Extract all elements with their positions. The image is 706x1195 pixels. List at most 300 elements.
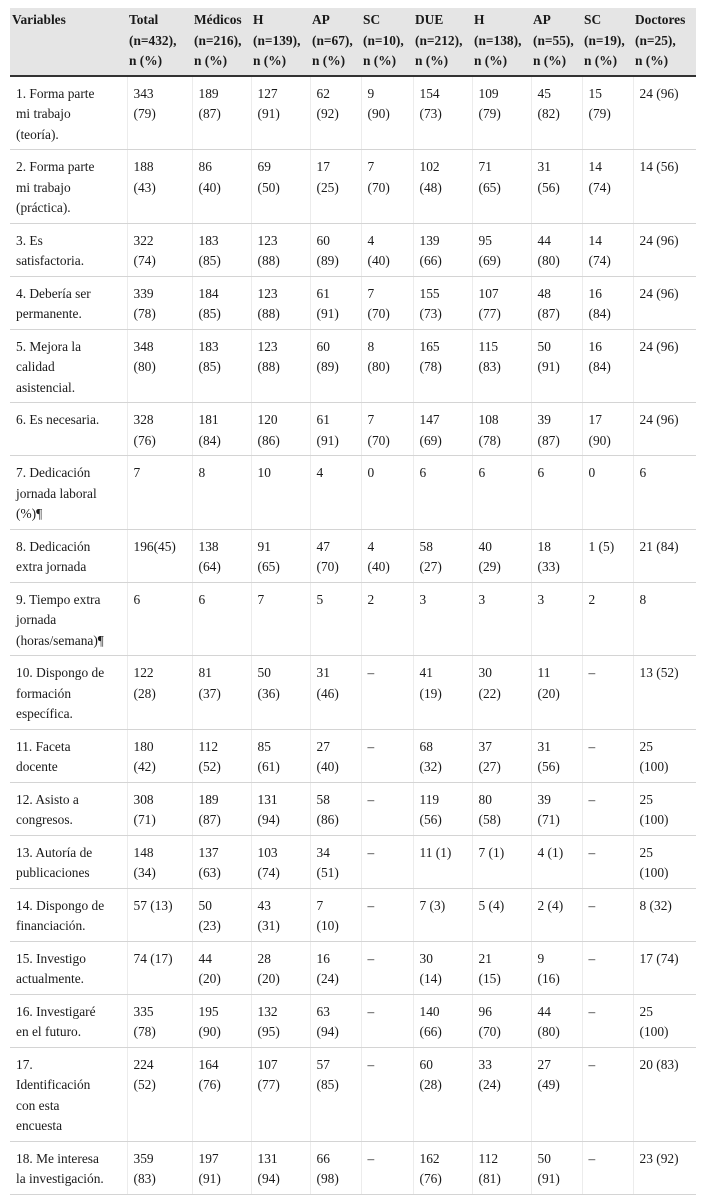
cell-line: (78) (133, 306, 156, 321)
value-cell (582, 782, 633, 835)
cell-line: (77) (257, 1077, 280, 1092)
value-cell (127, 403, 192, 456)
cell-line: 48 (537, 285, 551, 301)
value-cell (582, 729, 633, 782)
cell-line: 9 (537, 950, 545, 966)
value-cell (251, 656, 310, 730)
cell-line: la investigación. (16, 1171, 104, 1186)
cell-line: 15. Investigo (16, 950, 86, 966)
table-row (10, 1047, 696, 1141)
cell-line: 9 (367, 85, 375, 101)
cell-line: (56) (419, 812, 442, 827)
value-cell (582, 529, 633, 582)
value-cell (413, 994, 472, 1047)
cell-line: 11 (537, 665, 551, 680)
value-cell (310, 582, 361, 656)
cell-line: 23 (92) (639, 1150, 679, 1166)
cell-line: (91) (316, 432, 339, 448)
value-cell (310, 1047, 361, 1141)
cell-line: Médicos (194, 12, 242, 27)
value-cell (192, 888, 251, 941)
cell-line: 31 (316, 665, 330, 680)
cell-line: (56) (537, 759, 560, 774)
cell-line: 8 (367, 338, 375, 354)
cell-line: n (%) (253, 53, 287, 68)
cell-line: 5. Mejora la (16, 338, 82, 354)
cell-line: 50 (198, 897, 212, 913)
cell-line: n (%) (584, 53, 618, 68)
value-cell (251, 1047, 310, 1141)
value-cell (531, 1047, 582, 1141)
cell-line: 328 (133, 412, 154, 427)
value-cell (472, 1141, 531, 1194)
cell-line: 17 (316, 159, 330, 174)
cell-line: – (367, 1150, 375, 1166)
cell-line: 60 (316, 338, 330, 354)
cell-line: 74 (17) (133, 950, 173, 966)
cell-line: 27 (316, 738, 330, 754)
cell-line: (48) (419, 179, 442, 195)
cell-line: 6. Es necesaria. (16, 412, 100, 427)
cell-line: (73) (419, 106, 442, 121)
value-cell (633, 888, 696, 941)
cell-line: – (367, 950, 375, 966)
cell-line: permanente. (16, 306, 82, 321)
cell-line: 123 (257, 285, 278, 301)
cell-line: n (%) (474, 53, 508, 68)
cell-line: 24 (96) (639, 338, 679, 354)
cell-line: n (%) (533, 53, 567, 68)
column-header (413, 8, 472, 76)
cell-line: (82) (537, 106, 560, 121)
cell-line: (36) (257, 685, 280, 701)
cell-line: 63 (316, 1003, 330, 1019)
value-cell (310, 994, 361, 1047)
value-cell (127, 1047, 192, 1141)
value-cell (127, 941, 192, 994)
cell-line: (61) (257, 759, 280, 774)
value-cell (582, 76, 633, 150)
variable-cell (10, 1141, 127, 1194)
cell-line: 44 (537, 232, 551, 248)
value-cell (413, 941, 472, 994)
cell-line: (16) (537, 971, 560, 986)
table-row (10, 888, 696, 941)
value-cell (413, 782, 472, 835)
cell-line: (23) (198, 918, 221, 933)
cell-line: (66) (419, 253, 442, 268)
value-cell (582, 656, 633, 730)
cell-line: 7 (367, 412, 375, 427)
cell-line: (65) (478, 179, 501, 195)
value-cell (531, 888, 582, 941)
value-cell (633, 150, 696, 224)
value-cell (582, 456, 633, 530)
value-cell (361, 782, 413, 835)
cell-line: (33) (537, 559, 560, 574)
cell-line: 102 (419, 159, 440, 174)
cell-line: 189 (198, 791, 219, 807)
value-cell (531, 729, 582, 782)
cell-line: 6 (537, 465, 545, 480)
cell-line: (n=139), (253, 32, 301, 48)
value-cell (633, 276, 696, 329)
cell-line: 127 (257, 85, 278, 101)
value-cell (582, 994, 633, 1047)
cell-line: 137 (198, 844, 219, 860)
cell-line: 4 (367, 232, 375, 248)
value-cell (310, 729, 361, 782)
value-cell (413, 1141, 472, 1194)
cell-line: (27) (478, 759, 501, 774)
cell-line: (85) (198, 359, 221, 374)
cell-line: (100) (639, 759, 669, 774)
value-cell (361, 582, 413, 656)
cell-line: 85 (257, 738, 271, 754)
value-cell (127, 729, 192, 782)
cell-line: (65) (257, 559, 280, 574)
value-cell (361, 150, 413, 224)
value-cell (531, 835, 582, 888)
cell-line: (70) (367, 306, 390, 321)
cell-line: 8. Dedicación (16, 538, 91, 554)
value-cell (413, 656, 472, 730)
cell-line: 148 (133, 844, 154, 860)
cell-line: 60 (316, 232, 330, 248)
cell-line: (70) (316, 559, 339, 574)
cell-line: (10) (316, 918, 339, 933)
value-cell (413, 223, 472, 276)
cell-line: (28) (133, 685, 156, 701)
cell-line: (80) (537, 253, 560, 268)
cell-line: 2 (367, 591, 375, 607)
cell-line: 31 (537, 159, 551, 174)
value-cell (127, 276, 192, 329)
cell-line: SC (363, 12, 381, 27)
cell-line: (71) (537, 812, 560, 827)
cell-line: 91 (257, 538, 271, 554)
cell-line: (79) (133, 106, 156, 121)
table-body (10, 76, 696, 1195)
value-cell (192, 782, 251, 835)
cell-line: 180 (133, 738, 154, 754)
value-cell (127, 76, 192, 150)
value-cell (192, 403, 251, 456)
value-cell (310, 456, 361, 530)
cell-line: – (367, 791, 375, 807)
cell-line: 16. Investigaré (16, 1003, 96, 1019)
cell-line: 196(45) (133, 538, 176, 554)
cell-line: (teoría). (16, 126, 59, 142)
value-cell (192, 329, 251, 403)
table-row (10, 994, 696, 1047)
value-cell (633, 729, 696, 782)
value-cell (127, 1141, 192, 1194)
cell-line: – (367, 665, 375, 680)
value-cell (361, 223, 413, 276)
cell-line: 50 (537, 338, 551, 354)
cell-line: (84) (588, 306, 611, 321)
value-cell (251, 403, 310, 456)
value-cell (472, 941, 531, 994)
cell-line: 0 (588, 465, 596, 480)
value-cell (251, 941, 310, 994)
cell-line: – (367, 1056, 375, 1072)
cell-line: 39 (537, 412, 551, 427)
cell-line: 224 (133, 1056, 154, 1072)
variable-cell (10, 529, 127, 582)
cell-line: 3 (537, 591, 545, 607)
cell-line: (n=216), (194, 32, 242, 48)
cell-line: 58 (316, 791, 330, 807)
value-cell (531, 1141, 582, 1194)
cell-line: 184 (198, 285, 219, 301)
cell-line: – (367, 897, 375, 913)
cell-line: 120 (257, 412, 278, 427)
value-cell (472, 835, 531, 888)
table-row (10, 582, 696, 656)
cell-line: (69) (419, 432, 442, 448)
cell-line: 37 (478, 738, 492, 754)
value-cell (310, 1141, 361, 1194)
cell-line: (25) (316, 179, 339, 195)
value-cell (192, 582, 251, 656)
cell-line: – (588, 791, 596, 807)
cell-line: publicaciones (16, 865, 90, 880)
value-cell (531, 76, 582, 150)
cell-line: actualmente. (16, 971, 85, 986)
cell-line: (80) (367, 359, 390, 374)
cell-line: 21 (84) (639, 538, 679, 554)
cell-line: 66 (316, 1150, 330, 1166)
value-cell (361, 456, 413, 530)
value-cell (472, 150, 531, 224)
column-header (472, 8, 531, 76)
cell-line: (92) (316, 106, 339, 121)
value-cell (310, 782, 361, 835)
cell-line: 25 (639, 738, 653, 754)
cell-line: 4 (367, 538, 375, 554)
cell-line: n (%) (635, 53, 669, 68)
cell-line: jornada (16, 612, 57, 627)
cell-line: (n=19), (584, 32, 625, 48)
value-cell (192, 276, 251, 329)
value-cell (310, 888, 361, 941)
value-cell (531, 223, 582, 276)
cell-line: 165 (419, 338, 440, 354)
cell-line: (horas/semana)¶ (16, 632, 104, 648)
cell-line: 17 (74) (639, 950, 679, 966)
value-cell (361, 1047, 413, 1141)
cell-line: 343 (133, 85, 154, 101)
cell-line: docente (16, 759, 58, 774)
cell-line: 61 (316, 285, 330, 301)
cell-line: (66) (419, 1024, 442, 1039)
cell-line: – (588, 1150, 596, 1166)
cell-line: (40) (198, 179, 221, 195)
cell-line: financiación. (16, 918, 86, 933)
value-cell (413, 1047, 472, 1141)
value-cell (361, 329, 413, 403)
cell-line: (95) (257, 1024, 280, 1039)
value-cell (633, 329, 696, 403)
cell-line: (63) (198, 865, 221, 880)
value-cell (251, 223, 310, 276)
value-cell (310, 223, 361, 276)
value-cell (413, 529, 472, 582)
cell-line: 7 (1) (478, 844, 505, 860)
value-cell (251, 76, 310, 150)
cell-line: (89) (316, 253, 339, 268)
cell-line: (91) (537, 359, 560, 374)
cell-line: 131 (257, 791, 278, 807)
value-cell (361, 835, 413, 888)
cell-line: (49) (537, 1077, 560, 1092)
cell-line: asistencial. (16, 379, 76, 395)
cell-line: (94) (257, 1171, 280, 1186)
cell-line: 9. Tiempo extra (16, 591, 101, 607)
cell-line: 0 (367, 465, 375, 480)
cell-line: 16 (588, 338, 602, 354)
cell-line: 40 (478, 538, 492, 554)
value-cell (251, 1141, 310, 1194)
value-cell (251, 276, 310, 329)
cell-line: 80 (478, 791, 492, 807)
cell-line: 122 (133, 665, 154, 680)
cell-line: 30 (478, 665, 492, 680)
cell-line: (31) (257, 918, 280, 933)
value-cell (582, 1141, 633, 1194)
cell-line: 10 (257, 465, 271, 480)
value-cell (251, 329, 310, 403)
cell-line: (89) (316, 359, 339, 374)
cell-line: Total (129, 12, 159, 27)
results-table (10, 8, 696, 1195)
cell-line: 14 (588, 159, 602, 174)
cell-line: 189 (198, 85, 219, 101)
value-cell (361, 276, 413, 329)
table-row (10, 76, 696, 150)
cell-line: (%)¶ (16, 506, 43, 521)
cell-line: (91) (257, 106, 280, 121)
column-header (310, 8, 361, 76)
cell-line: 322 (133, 232, 154, 248)
cell-line: 58 (419, 538, 433, 554)
value-cell (472, 529, 531, 582)
value-cell (472, 329, 531, 403)
table-row (10, 656, 696, 730)
value-cell (413, 729, 472, 782)
cell-line: 95 (478, 232, 492, 248)
cell-line: (70) (367, 432, 390, 448)
table-row (10, 150, 696, 224)
value-cell (413, 76, 472, 150)
cell-line: 24 (96) (639, 232, 679, 248)
column-header (582, 8, 633, 76)
variable-cell (10, 994, 127, 1047)
cell-line: 57 (13) (133, 897, 173, 913)
value-cell (531, 994, 582, 1047)
cell-line: 68 (419, 738, 433, 754)
value-cell (192, 1141, 251, 1194)
variable-cell (10, 656, 127, 730)
value-cell (472, 888, 531, 941)
cell-line: encuesta (16, 1118, 63, 1133)
cell-line: 181 (198, 412, 219, 427)
cell-line: 7 (316, 897, 324, 913)
value-cell (192, 150, 251, 224)
cell-line: 123 (257, 338, 278, 354)
cell-line: (98) (316, 1171, 339, 1186)
column-header (531, 8, 582, 76)
cell-line: 155 (419, 285, 440, 301)
cell-line: H (474, 12, 485, 27)
cell-line: (56) (537, 179, 560, 195)
column-header (127, 8, 192, 76)
cell-line: (n=138), (474, 32, 522, 48)
value-cell (251, 835, 310, 888)
cell-line: (n=25), (635, 32, 676, 48)
cell-line: (37) (198, 685, 221, 701)
cell-line: 43 (257, 897, 271, 913)
value-cell (361, 729, 413, 782)
cell-line: (40) (367, 253, 390, 268)
cell-line: 119 (419, 791, 440, 807)
cell-line: 16 (588, 285, 602, 301)
value-cell (472, 76, 531, 150)
value-cell (472, 582, 531, 656)
cell-line: – (588, 897, 596, 913)
variable-cell (10, 223, 127, 276)
cell-line: 197 (198, 1150, 219, 1166)
variable-cell (10, 941, 127, 994)
value-cell (531, 941, 582, 994)
value-cell (192, 223, 251, 276)
table-header (10, 8, 696, 76)
cell-line: (80) (537, 1024, 560, 1039)
cell-line: SC (584, 12, 602, 27)
cell-line: formación (16, 685, 72, 701)
cell-line: 31 (537, 738, 551, 754)
value-cell (192, 456, 251, 530)
value-cell (251, 994, 310, 1047)
cell-line: (100) (639, 865, 669, 880)
cell-line: 4 (1) (537, 844, 564, 860)
cell-line: 21 (478, 950, 492, 966)
cell-line: en el futuro. (16, 1024, 82, 1039)
cell-line: (24) (478, 1077, 501, 1092)
cell-line: 57 (316, 1056, 330, 1072)
value-cell (582, 1047, 633, 1141)
column-header (10, 8, 127, 76)
cell-line: 7 (133, 465, 141, 480)
table-row (10, 456, 696, 530)
cell-line: (74) (588, 253, 611, 268)
value-cell (192, 941, 251, 994)
cell-line: – (367, 844, 375, 860)
table-row (10, 276, 696, 329)
cell-line: (14) (419, 971, 442, 986)
cell-line: H (253, 12, 264, 27)
value-cell (361, 888, 413, 941)
cell-line: satisfactoria. (16, 253, 85, 268)
value-cell (127, 529, 192, 582)
cell-line: 7 (367, 285, 375, 301)
cell-line: 45 (537, 85, 551, 101)
cell-line: 18. Me interesa (16, 1150, 99, 1166)
cell-line: (81) (478, 1171, 501, 1186)
cell-line: 28 (257, 950, 271, 966)
